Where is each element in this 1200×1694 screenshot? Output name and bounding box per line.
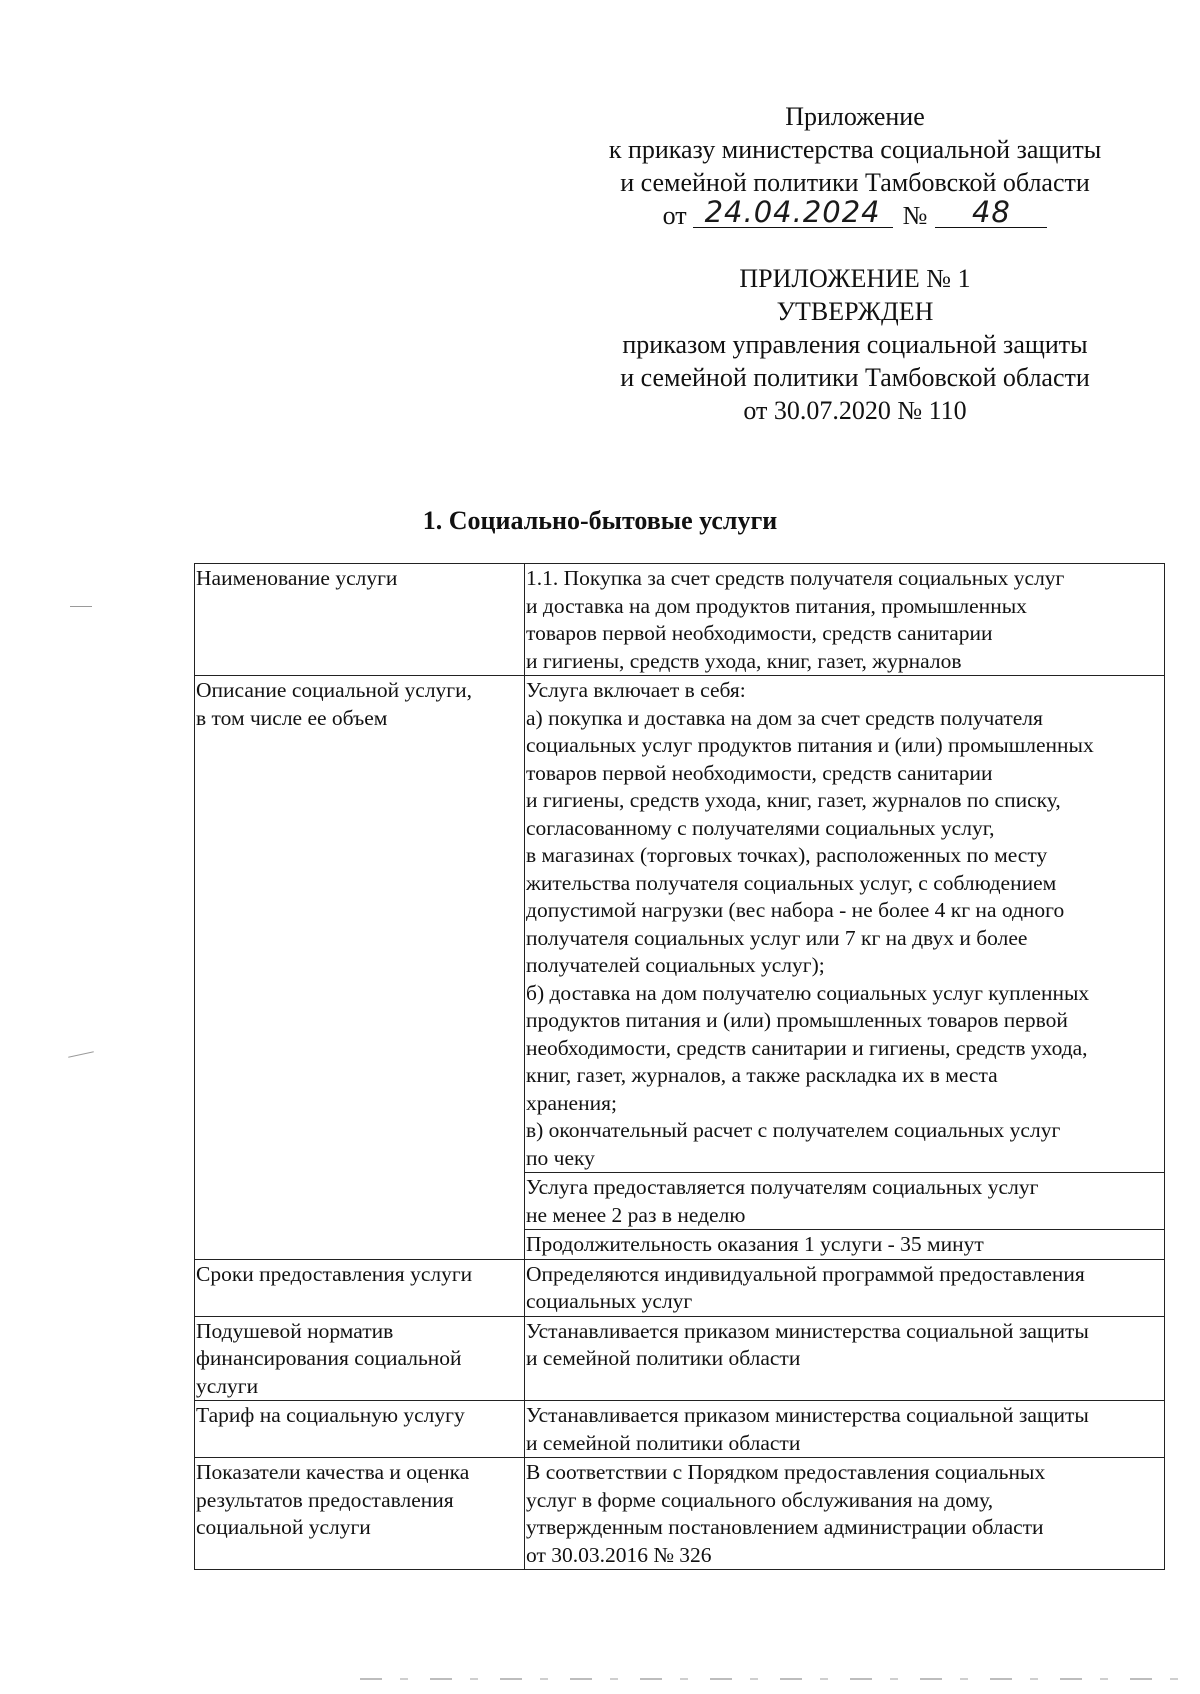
- approval-line: приказом управления социальной защиты: [622, 330, 1088, 359]
- row-value-line: Продолжительность оказания 1 услуги - 35 минут: [526, 1232, 984, 1256]
- row-value-cell: [525, 1173, 1165, 1230]
- handwritten-number: 48: [935, 197, 1047, 228]
- row-label: Показатели качества и оценка: [196, 1460, 470, 1484]
- row-label-cell: [195, 564, 525, 676]
- row-value-cell: [525, 1316, 1165, 1401]
- row-value-line: по чеку: [526, 1145, 595, 1170]
- row-value-line: в) окончательный расчет с получателем социальных услуг: [526, 1118, 1061, 1142]
- row-label: социальной услуги: [196, 1515, 371, 1539]
- row-value-line: и доставка на дом продуктов питания, промышленных: [526, 593, 1027, 618]
- row-value-cell: [525, 676, 1165, 1173]
- handwritten-date: 24.04.2024: [693, 197, 893, 228]
- scan-artifact: [70, 606, 92, 607]
- scan-artifact: [68, 1051, 94, 1057]
- row-value-line: товаров первой необходимости, средств санитарии: [526, 760, 993, 785]
- appendix-line: к приказу министерства социальной защиты: [608, 135, 1102, 164]
- appendix-line: и семейной политики Тамбовской области: [620, 168, 1090, 197]
- table-row: [195, 676, 1165, 1173]
- scan-artifact-footer: [360, 1678, 1200, 1680]
- appendix-number: ПРИЛОЖЕНИЕ № 1: [739, 264, 971, 293]
- row-label-cell: [195, 1458, 525, 1570]
- row-value-cell: [525, 1230, 1165, 1260]
- table-row: [195, 564, 1165, 676]
- row-value-line: и гигиены, средств ухода, книг, газет, журналов: [526, 648, 962, 673]
- row-value-line: получателей социальных услуг);: [526, 953, 825, 977]
- row-label-cell: [195, 676, 525, 1260]
- row-value-line: от 30.03.2016 № 326: [526, 1542, 712, 1567]
- row-value-line: и семейной политики области: [526, 1346, 801, 1370]
- appendix-header: [560, 100, 1150, 232]
- table-row: [195, 1316, 1165, 1401]
- row-value-line: жительства получателя социальных услуг, с соблюдением: [526, 870, 1057, 895]
- row-value-line: Устанавливается приказом министерства социальной защиты: [526, 1403, 1089, 1427]
- row-label: Наименование услуги: [196, 566, 398, 590]
- row-value-line: Устанавливается приказом министерства социальной защиты: [526, 1318, 1089, 1343]
- row-value-line: необходимости, средств санитарии и гигиены, средств ухода,: [526, 1035, 1088, 1060]
- row-label: услуги: [196, 1373, 259, 1398]
- row-value-line: социальных услуг продуктов питания и (или) промышленных: [526, 733, 1094, 757]
- table-row: [195, 1458, 1165, 1570]
- number-prefix: №: [902, 201, 928, 230]
- row-label: Описание социальной услуги,: [196, 678, 472, 702]
- row-value-line: хранения;: [526, 1090, 617, 1115]
- row-label: Подушевой норматив: [196, 1318, 394, 1343]
- row-value-line: и гигиены, средств ухода, книг, газет, журналов по списку,: [526, 788, 1061, 812]
- row-value-line: и семейной политики области: [526, 1430, 801, 1455]
- section-title: 1. Социально-бытовые услуги: [422, 506, 778, 535]
- approval-header: [560, 262, 1150, 427]
- row-label-cell: [195, 1401, 525, 1458]
- row-value-line: б) доставка на дом получателю социальных услуг купленных: [526, 980, 1090, 1005]
- row-value-line: Услуга включает в себя:: [526, 678, 746, 702]
- row-label-cell: [195, 1259, 525, 1316]
- row-value-line: в магазинах (торговых точках), расположенных по месту: [526, 843, 1048, 867]
- row-value-line: 1.1. Покупка за счет средств получателя социальных услуг: [526, 566, 1065, 590]
- row-value-line: допустимой нагрузки (вес набора - не более 4 кг на одного: [526, 898, 1065, 922]
- row-value-line: утвержденным постановлением администрации области: [526, 1515, 1044, 1539]
- row-value-cell: [525, 564, 1165, 676]
- row-value-line: получателя социальных услуг или 7 кг на двух и более: [526, 925, 1028, 950]
- service-table: [194, 563, 1165, 1570]
- row-label: Сроки предоставления услуги: [196, 1261, 473, 1286]
- row-value-cell: [525, 1458, 1165, 1570]
- approved-label: УТВЕРЖДЕН: [776, 297, 934, 326]
- row-label: результатов предоставления: [196, 1487, 454, 1512]
- row-value-line: а) покупка и доставка на дом за счет средств получателя: [526, 705, 1043, 730]
- row-value-line: продуктов питания и (или) промышленных товаров первой: [526, 1008, 1068, 1032]
- row-value-line: Услуга предоставляется получателям социальных услуг: [526, 1175, 1039, 1199]
- row-label: Тариф на социальную услугу: [196, 1403, 465, 1427]
- order-date-line: [560, 195, 1150, 232]
- row-value-line: Определяются индивидуальной программой предоставления: [526, 1261, 1085, 1286]
- row-value-line: книг, газет, журналов, а также раскладка их в места: [526, 1063, 998, 1087]
- row-label-cell: [195, 1316, 525, 1401]
- date-prefix: от: [662, 201, 687, 230]
- row-value-line: не менее 2 раз в неделю: [526, 1202, 746, 1227]
- row-label: финансирования социальной: [196, 1346, 462, 1370]
- row-value-line: социальных услуг: [526, 1289, 693, 1313]
- row-value-cell: [525, 1401, 1165, 1458]
- table-row: [195, 1401, 1165, 1458]
- table-row: [195, 1259, 1165, 1316]
- row-value-line: согласованному с получателями социальных услуг,: [526, 815, 995, 840]
- row-value-line: товаров первой необходимости, средств санитарии: [526, 621, 993, 645]
- approval-date: от 30.07.2020 № 110: [743, 396, 967, 425]
- approval-line: и семейной политики Тамбовской области: [620, 363, 1090, 392]
- row-value-line: В соответствии с Порядком предоставления социальных: [526, 1460, 1046, 1484]
- row-value-line: услуг в форме социального обслуживания на дому,: [526, 1487, 994, 1512]
- row-value-cell: [525, 1259, 1165, 1316]
- appendix-title: Приложение: [785, 102, 925, 131]
- row-label: в том числе ее объем: [196, 705, 388, 730]
